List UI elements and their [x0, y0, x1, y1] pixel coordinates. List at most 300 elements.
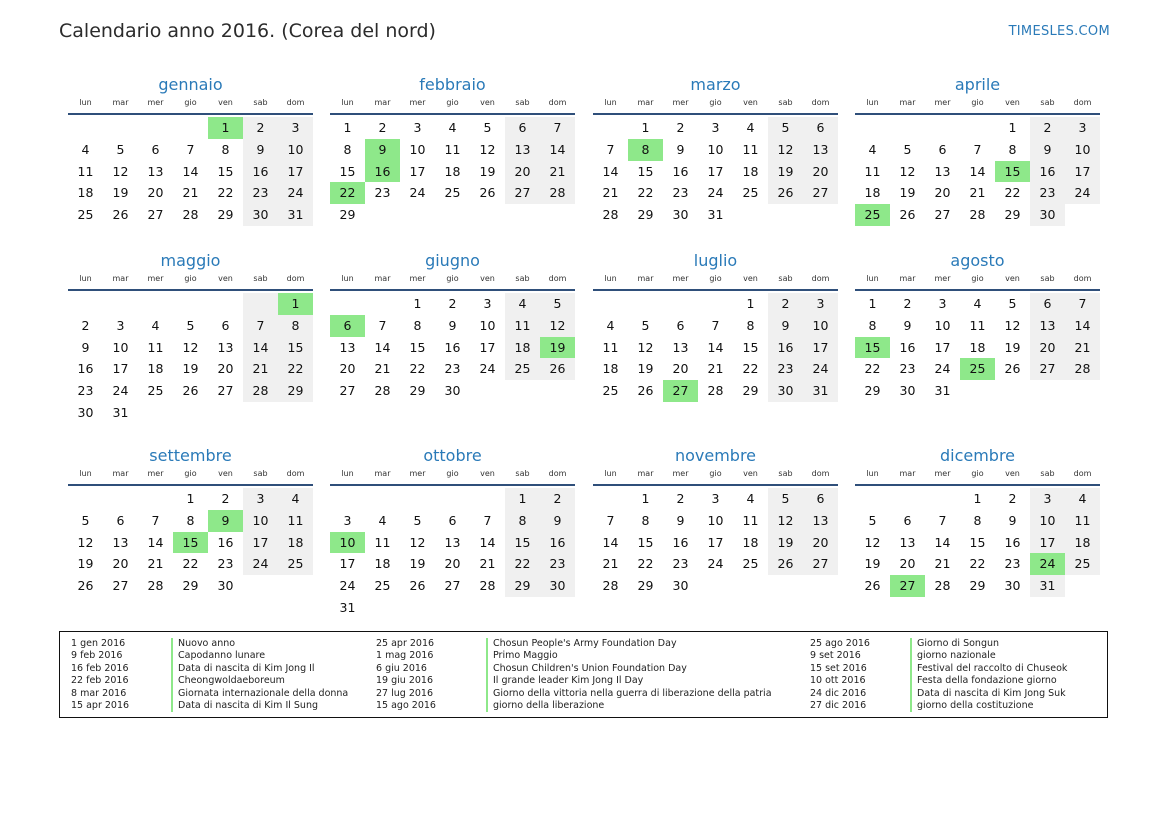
day-cell[interactable]: 27 — [1030, 358, 1065, 380]
day-cell[interactable]: 12 — [637, 339, 654, 355]
day-cell[interactable]: 18 — [969, 339, 986, 355]
day-cell[interactable]: 30 — [77, 404, 94, 420]
day-cell[interactable]: 16 — [365, 161, 400, 183]
day-cell[interactable]: 11 — [505, 315, 540, 337]
day-cell[interactable]: 6 — [221, 317, 230, 333]
day-cell[interactable]: 5 — [81, 512, 90, 528]
day-cell[interactable]: 9 — [1008, 512, 1017, 528]
day-cell[interactable]: 7 — [973, 141, 982, 157]
day-cell[interactable]: 14 — [479, 534, 496, 550]
day-cell[interactable]: 23 — [540, 553, 575, 575]
day-cell[interactable]: 15 — [173, 532, 208, 554]
day-cell[interactable]: 11 — [969, 317, 986, 333]
day-cell[interactable]: 16 — [768, 337, 803, 359]
day-cell[interactable]: 25 — [602, 383, 619, 399]
day-cell[interactable]: 17 — [1030, 532, 1065, 554]
day-cell[interactable]: 28 — [479, 578, 496, 594]
day-cell[interactable]: 17 — [243, 532, 278, 554]
day-cell[interactable]: 28 — [182, 207, 199, 223]
day-cell[interactable]: 23 — [1004, 556, 1021, 572]
day-cell[interactable]: 27 — [803, 553, 838, 575]
day-cell[interactable]: 20 — [339, 361, 356, 377]
day-cell[interactable]: 20 — [899, 556, 916, 572]
day-cell[interactable]: 7 — [1065, 293, 1100, 315]
day-cell[interactable]: 16 — [672, 534, 689, 550]
day-cell[interactable]: 11 — [278, 510, 313, 532]
day-cell[interactable]: 9 — [243, 139, 278, 161]
day-cell[interactable]: 27 — [112, 578, 129, 594]
day-cell[interactable]: 2 — [540, 488, 575, 510]
day-cell[interactable]: 25 — [1065, 553, 1100, 575]
day-cell[interactable]: 20 — [112, 556, 129, 572]
day-cell[interactable]: 9 — [676, 512, 685, 528]
day-cell[interactable]: 4 — [81, 141, 90, 157]
day-cell[interactable]: 26 — [182, 383, 199, 399]
day-cell[interactable]: 12 — [864, 534, 881, 550]
day-cell[interactable]: 20 — [803, 532, 838, 554]
day-cell[interactable]: 15 — [855, 337, 890, 359]
day-cell[interactable]: 20 — [672, 361, 689, 377]
day-cell[interactable]: 13 — [147, 163, 164, 179]
day-cell[interactable]: 3 — [116, 317, 125, 333]
day-cell[interactable]: 7 — [151, 512, 160, 528]
day-cell[interactable]: 30 — [217, 578, 234, 594]
day-cell[interactable]: 25 — [960, 358, 995, 380]
day-cell[interactable]: 13 — [803, 510, 838, 532]
day-cell[interactable]: 9 — [768, 315, 803, 337]
day-cell[interactable]: 23 — [374, 185, 391, 201]
day-cell[interactable]: 22 — [969, 556, 986, 572]
day-cell[interactable]: 14 — [1065, 315, 1100, 337]
day-cell[interactable]: 13 — [339, 339, 356, 355]
day-cell[interactable]: 17 — [339, 556, 356, 572]
day-cell[interactable]: 21 — [182, 185, 199, 201]
day-cell[interactable]: 2 — [221, 491, 230, 506]
day-cell[interactable]: 29 — [864, 383, 881, 399]
day-cell[interactable]: 19 — [768, 161, 803, 183]
day-cell[interactable]: 25 — [444, 185, 461, 201]
day-cell[interactable]: 24 — [707, 185, 724, 201]
day-cell[interactable]: 11 — [444, 141, 461, 157]
day-cell[interactable]: 10 — [707, 512, 724, 528]
day-cell[interactable]: 23 — [768, 358, 803, 380]
day-cell[interactable]: 19 — [540, 337, 575, 359]
day-cell[interactable]: 24 — [339, 578, 356, 594]
day-cell[interactable]: 13 — [899, 534, 916, 550]
day-cell[interactable]: 8 — [278, 315, 313, 337]
day-cell[interactable]: 19 — [899, 185, 916, 201]
day-cell[interactable]: 15 — [409, 339, 426, 355]
day-cell[interactable]: 19 — [1004, 339, 1021, 355]
day-cell[interactable]: 12 — [768, 510, 803, 532]
day-cell[interactable]: 23 — [444, 361, 461, 377]
day-cell[interactable]: 2 — [1008, 491, 1017, 506]
day-cell[interactable]: 23 — [77, 383, 94, 399]
day-cell[interactable]: 9 — [208, 510, 243, 532]
day-cell[interactable]: 6 — [1030, 293, 1065, 315]
day-cell[interactable]: 27 — [803, 182, 838, 204]
day-cell[interactable]: 6 — [938, 141, 947, 157]
day-cell[interactable]: 16 — [243, 161, 278, 183]
day-cell[interactable]: 12 — [479, 141, 496, 157]
day-cell[interactable]: 4 — [868, 141, 877, 157]
day-cell[interactable]: 22 — [637, 556, 654, 572]
day-cell[interactable]: 9 — [676, 141, 685, 157]
day-cell[interactable]: 25 — [742, 556, 759, 572]
day-cell[interactable]: 14 — [147, 534, 164, 550]
day-cell[interactable]: 24 — [1065, 182, 1100, 204]
day-cell[interactable]: 17 — [934, 339, 951, 355]
day-cell[interactable]: 26 — [540, 358, 575, 380]
day-cell[interactable]: 24 — [409, 185, 426, 201]
day-cell[interactable]: 2 — [676, 491, 685, 506]
day-cell[interactable]: 6 — [151, 141, 160, 157]
day-cell[interactable]: 30 — [1004, 578, 1021, 594]
day-cell[interactable]: 17 — [278, 161, 313, 183]
day-cell[interactable]: 16 — [672, 163, 689, 179]
day-cell[interactable]: 9 — [365, 139, 400, 161]
day-cell[interactable]: 3 — [243, 488, 278, 510]
day-cell[interactable]: 23 — [672, 185, 689, 201]
day-cell[interactable]: 28 — [602, 207, 619, 223]
day-cell[interactable]: 5 — [768, 488, 803, 510]
day-cell[interactable]: 25 — [374, 578, 391, 594]
day-cell[interactable]: 31 — [803, 380, 838, 402]
day-cell[interactable]: 7 — [483, 512, 492, 528]
day-cell[interactable]: 26 — [409, 578, 426, 594]
day-cell[interactable]: 24 — [934, 361, 951, 377]
day-cell[interactable]: 4 — [278, 488, 313, 510]
day-cell[interactable]: 15 — [969, 534, 986, 550]
day-cell[interactable]: 22 — [864, 361, 881, 377]
day-cell[interactable]: 17 — [409, 163, 426, 179]
day-cell[interactable]: 19 — [637, 361, 654, 377]
day-cell[interactable]: 7 — [606, 141, 615, 157]
day-cell[interactable]: 1 — [208, 117, 243, 139]
day-cell[interactable]: 13 — [1030, 315, 1065, 337]
day-cell[interactable]: 31 — [934, 383, 951, 399]
day-cell[interactable]: 30 — [540, 575, 575, 597]
day-cell[interactable]: 27 — [339, 383, 356, 399]
day-cell[interactable]: 7 — [378, 317, 387, 333]
day-cell[interactable]: 17 — [707, 163, 724, 179]
day-cell[interactable]: 4 — [606, 317, 615, 333]
day-cell[interactable]: 18 — [77, 185, 94, 201]
day-cell[interactable]: 26 — [864, 578, 881, 594]
day-cell[interactable]: 18 — [374, 556, 391, 572]
day-cell[interactable]: 22 — [1004, 185, 1021, 201]
day-cell[interactable]: 28 — [147, 578, 164, 594]
day-cell[interactable]: 19 — [864, 556, 881, 572]
day-cell[interactable]: 22 — [182, 556, 199, 572]
day-cell[interactable]: 28 — [969, 207, 986, 223]
day-cell[interactable]: 20 — [803, 161, 838, 183]
day-cell[interactable]: 10 — [409, 141, 426, 157]
day-cell[interactable]: 12 — [112, 163, 129, 179]
day-cell[interactable]: 19 — [112, 185, 129, 201]
day-cell[interactable]: 23 — [672, 556, 689, 572]
day-cell[interactable]: 25 — [278, 553, 313, 575]
day-cell[interactable]: 15 — [505, 532, 540, 554]
day-cell[interactable]: 2 — [768, 293, 803, 315]
day-cell[interactable]: 6 — [448, 512, 457, 528]
day-cell[interactable]: 16 — [1004, 534, 1021, 550]
day-cell[interactable]: 8 — [505, 510, 540, 532]
day-cell[interactable]: 13 — [112, 534, 129, 550]
day-cell[interactable]: 18 — [742, 534, 759, 550]
day-cell[interactable]: 29 — [409, 383, 426, 399]
day-cell[interactable]: 10 — [1065, 139, 1100, 161]
day-cell[interactable]: 22 — [278, 358, 313, 380]
day-cell[interactable]: 3 — [938, 296, 947, 311]
day-cell[interactable]: 24 — [243, 553, 278, 575]
day-cell[interactable]: 26 — [768, 553, 803, 575]
day-cell[interactable]: 24 — [707, 556, 724, 572]
day-cell[interactable]: 1 — [413, 296, 422, 311]
day-cell[interactable]: 20 — [505, 161, 540, 183]
day-cell[interactable]: 19 — [479, 163, 496, 179]
day-cell[interactable]: 21 — [707, 361, 724, 377]
day-cell[interactable]: 4 — [378, 512, 387, 528]
day-cell[interactable]: 6 — [676, 317, 685, 333]
day-cell[interactable]: 2 — [676, 120, 685, 135]
day-cell[interactable]: 6 — [803, 488, 838, 510]
day-cell[interactable]: 26 — [479, 185, 496, 201]
day-cell[interactable]: 21 — [147, 556, 164, 572]
day-cell[interactable]: 18 — [444, 163, 461, 179]
day-cell[interactable]: 15 — [278, 337, 313, 359]
day-cell[interactable]: 10 — [934, 317, 951, 333]
day-cell[interactable]: 12 — [77, 534, 94, 550]
day-cell[interactable]: 5 — [116, 141, 125, 157]
day-cell[interactable]: 2 — [378, 120, 387, 135]
day-cell[interactable]: 1 — [343, 120, 352, 135]
day-cell[interactable]: 13 — [444, 534, 461, 550]
day-cell[interactable]: 12 — [409, 534, 426, 550]
day-cell[interactable]: 17 — [707, 534, 724, 550]
day-cell[interactable]: 8 — [1008, 141, 1017, 157]
day-cell[interactable]: 16 — [444, 339, 461, 355]
day-cell[interactable]: 25 — [855, 204, 890, 226]
day-cell[interactable]: 18 — [1065, 532, 1100, 554]
day-cell[interactable]: 4 — [973, 296, 982, 311]
day-cell[interactable]: 24 — [479, 361, 496, 377]
day-cell[interactable]: 29 — [217, 207, 234, 223]
day-cell[interactable]: 21 — [934, 556, 951, 572]
day-cell[interactable]: 24 — [803, 358, 838, 380]
day-cell[interactable]: 10 — [243, 510, 278, 532]
day-cell[interactable]: 12 — [182, 339, 199, 355]
day-cell[interactable]: 25 — [742, 185, 759, 201]
day-cell[interactable]: 8 — [641, 512, 650, 528]
day-cell[interactable]: 21 — [479, 556, 496, 572]
day-cell[interactable]: 7 — [938, 512, 947, 528]
day-cell[interactable]: 5 — [186, 317, 195, 333]
day-cell[interactable]: 27 — [890, 575, 925, 597]
day-cell[interactable]: 1 — [641, 120, 650, 135]
day-cell[interactable]: 10 — [112, 339, 129, 355]
day-cell[interactable]: 19 — [768, 532, 803, 554]
day-cell[interactable]: 18 — [278, 532, 313, 554]
day-cell[interactable]: 10 — [1030, 510, 1065, 532]
day-cell[interactable]: 17 — [479, 339, 496, 355]
day-cell[interactable]: 15 — [637, 163, 654, 179]
day-cell[interactable]: 3 — [803, 293, 838, 315]
day-cell[interactable]: 22 — [505, 553, 540, 575]
day-cell[interactable]: 12 — [540, 315, 575, 337]
day-cell[interactable]: 11 — [864, 163, 881, 179]
day-cell[interactable]: 4 — [448, 120, 457, 135]
day-cell[interactable]: 11 — [742, 141, 759, 157]
day-cell[interactable]: 29 — [505, 575, 540, 597]
day-cell[interactable]: 24 — [1030, 553, 1065, 575]
day-cell[interactable]: 8 — [343, 141, 352, 157]
day-cell[interactable]: 9 — [1030, 139, 1065, 161]
day-cell[interactable]: 7 — [186, 141, 195, 157]
day-cell[interactable]: 2 — [81, 317, 90, 333]
day-cell[interactable]: 11 — [602, 339, 619, 355]
day-cell[interactable]: 29 — [742, 383, 759, 399]
day-cell[interactable]: 10 — [479, 317, 496, 333]
day-cell[interactable]: 27 — [663, 380, 698, 402]
day-cell[interactable]: 19 — [77, 556, 94, 572]
day-cell[interactable]: 18 — [505, 337, 540, 359]
day-cell[interactable]: 19 — [182, 361, 199, 377]
day-cell[interactable]: 12 — [768, 139, 803, 161]
day-cell[interactable]: 20 — [444, 556, 461, 572]
day-cell[interactable]: 30 — [1030, 204, 1065, 226]
day-cell[interactable]: 9 — [903, 317, 912, 333]
day-cell[interactable]: 15 — [217, 163, 234, 179]
day-cell[interactable]: 18 — [147, 361, 164, 377]
day-cell[interactable]: 22 — [742, 361, 759, 377]
day-cell[interactable]: 3 — [711, 491, 720, 506]
day-cell[interactable]: 9 — [81, 339, 90, 355]
day-cell[interactable]: 5 — [1008, 296, 1017, 311]
day-cell[interactable]: 23 — [217, 556, 234, 572]
day-cell[interactable]: 18 — [864, 185, 881, 201]
day-cell[interactable]: 4 — [746, 491, 755, 506]
day-cell[interactable]: 24 — [278, 182, 313, 204]
day-cell[interactable]: 8 — [628, 139, 663, 161]
day-cell[interactable]: 16 — [217, 534, 234, 550]
day-cell[interactable]: 12 — [1004, 317, 1021, 333]
day-cell[interactable]: 1 — [641, 491, 650, 506]
day-cell[interactable]: 8 — [413, 317, 422, 333]
day-cell[interactable]: 13 — [672, 339, 689, 355]
day-cell[interactable]: 1 — [973, 491, 982, 506]
day-cell[interactable]: 22 — [217, 185, 234, 201]
day-cell[interactable]: 7 — [711, 317, 720, 333]
day-cell[interactable]: 22 — [637, 185, 654, 201]
day-cell[interactable]: 10 — [330, 532, 365, 554]
day-cell[interactable]: 20 — [147, 185, 164, 201]
day-cell[interactable]: 28 — [1065, 358, 1100, 380]
day-cell[interactable]: 4 — [151, 317, 160, 333]
day-cell[interactable]: 14 — [243, 337, 278, 359]
day-cell[interactable]: 14 — [182, 163, 199, 179]
day-cell[interactable]: 20 — [217, 361, 234, 377]
day-cell[interactable]: 17 — [1065, 161, 1100, 183]
day-cell[interactable]: 10 — [707, 141, 724, 157]
day-cell[interactable]: 26 — [1004, 361, 1021, 377]
day-cell[interactable]: 29 — [339, 207, 356, 223]
day-cell[interactable]: 5 — [413, 512, 422, 528]
day-cell[interactable]: 23 — [1030, 182, 1065, 204]
day-cell[interactable]: 9 — [540, 510, 575, 532]
day-cell[interactable]: 14 — [540, 139, 575, 161]
day-cell[interactable]: 18 — [602, 361, 619, 377]
day-cell[interactable]: 28 — [934, 578, 951, 594]
day-cell[interactable]: 4 — [505, 293, 540, 315]
day-cell[interactable]: 29 — [637, 207, 654, 223]
day-cell[interactable]: 24 — [112, 383, 129, 399]
day-cell[interactable]: 25 — [77, 207, 94, 223]
day-cell[interactable]: 25 — [505, 358, 540, 380]
day-cell[interactable]: 13 — [505, 139, 540, 161]
day-cell[interactable]: 13 — [803, 139, 838, 161]
day-cell[interactable]: 21 — [1065, 337, 1100, 359]
day-cell[interactable]: 20 — [934, 185, 951, 201]
site-link[interactable]: TIMESLES.COM — [1008, 24, 1110, 39]
day-cell[interactable]: 23 — [243, 182, 278, 204]
day-cell[interactable]: 16 — [899, 339, 916, 355]
day-cell[interactable]: 8 — [868, 317, 877, 333]
day-cell[interactable]: 9 — [448, 317, 457, 333]
day-cell[interactable]: 11 — [147, 339, 164, 355]
day-cell[interactable]: 8 — [746, 317, 755, 333]
day-cell[interactable]: 4 — [1065, 488, 1100, 510]
day-cell[interactable]: 1 — [868, 296, 877, 311]
day-cell[interactable]: 5 — [641, 317, 650, 333]
day-cell[interactable]: 2 — [243, 117, 278, 139]
day-cell[interactable]: 21 — [969, 185, 986, 201]
day-cell[interactable]: 31 — [339, 599, 356, 615]
day-cell[interactable]: 1 — [186, 491, 195, 506]
day-cell[interactable]: 11 — [1065, 510, 1100, 532]
day-cell[interactable]: 31 — [278, 204, 313, 226]
day-cell[interactable]: 28 — [374, 383, 391, 399]
day-cell[interactable]: 14 — [934, 534, 951, 550]
day-cell[interactable]: 30 — [672, 207, 689, 223]
day-cell[interactable]: 8 — [973, 512, 982, 528]
day-cell[interactable]: 4 — [746, 120, 755, 135]
day-cell[interactable]: 29 — [969, 578, 986, 594]
day-cell[interactable]: 6 — [903, 512, 912, 528]
day-cell[interactable]: 29 — [637, 578, 654, 594]
day-cell[interactable]: 12 — [899, 163, 916, 179]
day-cell[interactable]: 10 — [803, 315, 838, 337]
day-cell[interactable]: 5 — [483, 120, 492, 135]
day-cell[interactable]: 16 — [1030, 161, 1065, 183]
day-cell[interactable]: 3 — [278, 117, 313, 139]
day-cell[interactable]: 5 — [540, 293, 575, 315]
day-cell[interactable]: 8 — [186, 512, 195, 528]
day-cell[interactable]: 30 — [899, 383, 916, 399]
day-cell[interactable]: 11 — [742, 512, 759, 528]
day-cell[interactable]: 28 — [707, 383, 724, 399]
day-cell[interactable]: 30 — [243, 204, 278, 226]
day-cell[interactable]: 3 — [413, 120, 422, 135]
day-cell[interactable]: 8 — [221, 141, 230, 157]
day-cell[interactable]: 27 — [934, 207, 951, 223]
day-cell[interactable]: 1 — [1008, 120, 1017, 135]
day-cell[interactable]: 21 — [374, 361, 391, 377]
day-cell[interactable]: 15 — [339, 163, 356, 179]
day-cell[interactable]: 6 — [116, 512, 125, 528]
day-cell[interactable]: 5 — [768, 117, 803, 139]
day-cell[interactable]: 14 — [602, 534, 619, 550]
